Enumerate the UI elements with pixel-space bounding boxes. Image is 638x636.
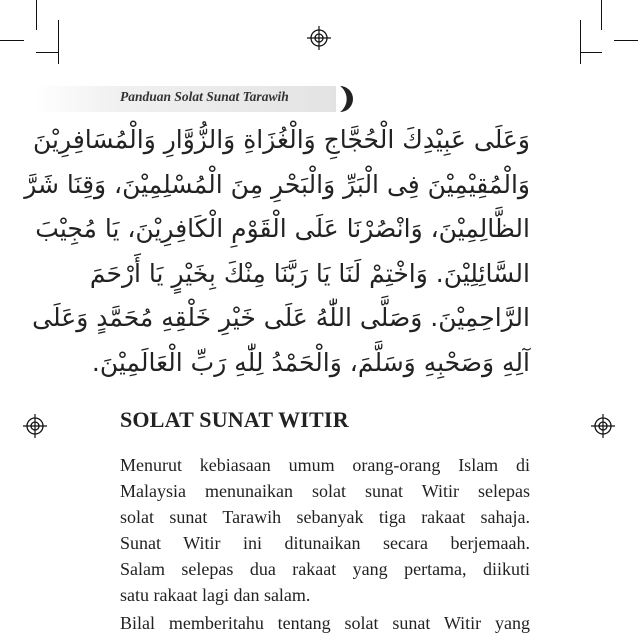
arabic-prayer [24, 118, 530, 385]
arabic-line: آلِهِ وَصَحْبِهِ وَسَلَّمَ، وَالْحَمْدُ لِلّٰهِ رَبِّ الْعَالَمِيْنَ. [91, 347, 530, 377]
section-heading: SOLAT SUNAT WITIR [120, 407, 349, 432]
crop-mark [580, 20, 581, 64]
crescent-icon [330, 84, 360, 114]
crop-mark [36, 0, 37, 30]
arabic-line: الظَّالِمِيْنَ، وَانْصُرْنَا عَلَى الْقَوْمِ الْكَافِرِيْنَ، يَا مُجِيْبَ [35, 214, 530, 243]
registration-mark-icon [23, 414, 47, 438]
paragraph-line: Menurut kebiasaan umum orang-orang Islam di [120, 455, 530, 475]
paragraph-line: solat sunat Tarawih sebanyak tiga rakaat sahaja. [120, 507, 530, 527]
arabic-line: الرَّاحِمِيْنَ. وَصَلَّى اللّٰهُ عَلَى خَيْرِ خَلْقِهِ مُحَمَّدٍ وَعَلَى [32, 303, 530, 332]
next-paragraph [120, 610, 530, 636]
registration-mark-icon [591, 414, 615, 438]
arabic-line: وَالْمُقِيْمِيْنَ فِى الْبَرِّ وَالْبَحْرِ مِنَ الْمُسْلِمِيْنَ، وَقِنَا شَرَّ [24, 169, 530, 199]
arabic-line: السَّائِلِيْنَ. وَاخْتِمْ لَنَا يَا رَبَّنَا مِنْكَ بِخَيْرٍ يَا أَرْحَمَ [89, 258, 530, 288]
crop-mark [0, 40, 24, 41]
paragraph-line: Malaysia menunaikan solat sunat Witir selepas [120, 481, 530, 501]
paragraph-line: Bilal memberitahu tentang solat sunat Witir yang [120, 613, 530, 633]
crop-mark [601, 0, 602, 30]
paragraph-line: satu rakaat lagi dan salam. [120, 585, 311, 605]
crop-mark [36, 52, 58, 53]
crop-mark [58, 20, 59, 64]
crop-mark [614, 40, 638, 41]
arabic-line: وَعَلَى عَبِيْدِكَ الْحُجَّاجِ وَالْغُزَاةِ وَالزُّوَّارِ وَالْمُسَافِرِيْنَ [33, 125, 530, 154]
registration-mark-icon [307, 26, 331, 50]
running-header-title: Panduan Solat Sunat Tarawih [120, 89, 289, 104]
paragraph-line: Salam selepas dua rakaat yang pertama, diikuti [120, 559, 530, 579]
body-paragraph [120, 452, 530, 608]
paragraph-line: Sunat Witir ini ditunaikan secara berjemaah. [120, 533, 530, 553]
crop-mark [580, 52, 602, 53]
